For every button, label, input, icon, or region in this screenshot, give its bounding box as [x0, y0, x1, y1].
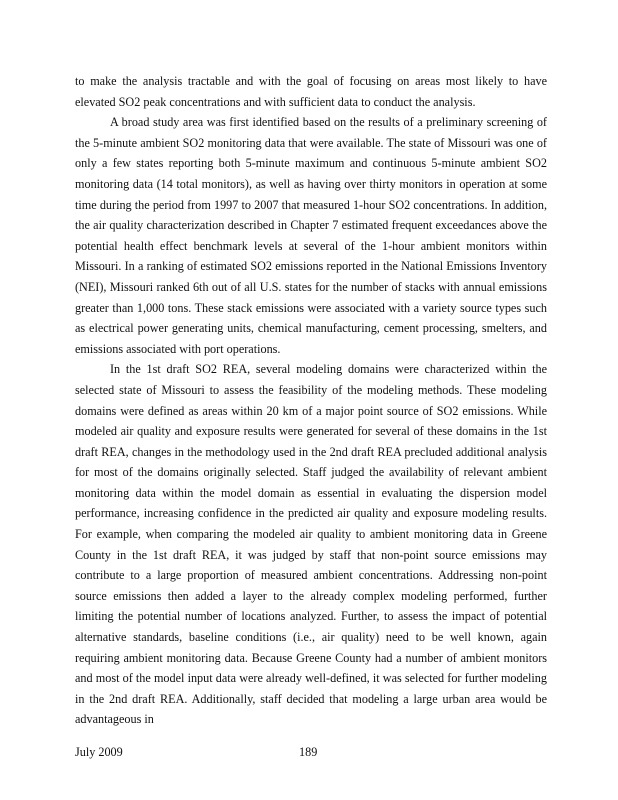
footer-date: July 2009 [75, 745, 123, 759]
body-text [75, 71, 547, 730]
paragraph: to make the analysis tractable and with the goal of focusing on areas most likely to have elevated SO2 peak concentrations and with sufficient data to conduct the analysis. [75, 74, 547, 109]
paragraph: A broad study area was first identified based on the results of a preliminary screening of the 5-minute ambient SO2 monitoring data that were available. The state of Missouri was one of only a few states reporting both 5-minute maximum and continuous 5-minute ambient SO2 monitoring data (14 total monitors), as well as having over thirty monitors in operation at some time during the period from 1997 to 2007 that measured 1-hour SO2 concentrations. In addition, the air quality characterization described in Chapter 7 estimated frequent exceedances above the potential health effect benchmark levels at several of the 1-hour ambient monitors within Missouri. In a ranking of estimated SO2 emissions reported in the National Emissions Inventory (NEI), Missouri ranked 6th out of all U.S. states for the number of stacks with annual emissions greater than 1,000 tons. These stack emissions were associated with a variety source types such as electrical power generating units, chemical manufacturing, cement processing, smelters, and emissions associated with port operations. [75, 115, 547, 356]
paragraph: In the 1st draft SO2 REA, several modeling domains were characterized within the selected state of Missouri to assess the feasibility of the modeling methods. These modeling domains were defined as areas within 20 km of a major point source of SO2 emissions. While modeled air quality and exposure results were generated for several of these domains in the 1st draft REA, changes in the methodology used in the 2nd draft REA precluded additional analysis for most of the domains originally selected. Staff judged the availability of relevant ambient monitoring data within the model domain as essential in evaluating the dispersion model performance, increasing confidence in the predicted air quality and exposure modeling results. For example, when comparing the modeled air quality to ambient monitoring data in Greene County in the 1st draft REA, it was judged by staff that non-point source emissions may contribute to a large proportion of measured ambient concentrations. Addressing non-point source emissions then added a layer to the already complex modeling performed, further limiting the potential number of locations analyzed. Further, to assess the impact of potential alternative standards, baseline conditions (i.e., air quality) need to be well known, again requiring ambient monitoring data. Because Greene County had a number of ambient monitors and most of the model input data were already well-defined, it was selected for further modeling in the 2nd draft REA. Additionally, staff decided that modeling a large urban area would be advantageous in [75, 362, 547, 727]
page-number: 189 [299, 745, 318, 759]
